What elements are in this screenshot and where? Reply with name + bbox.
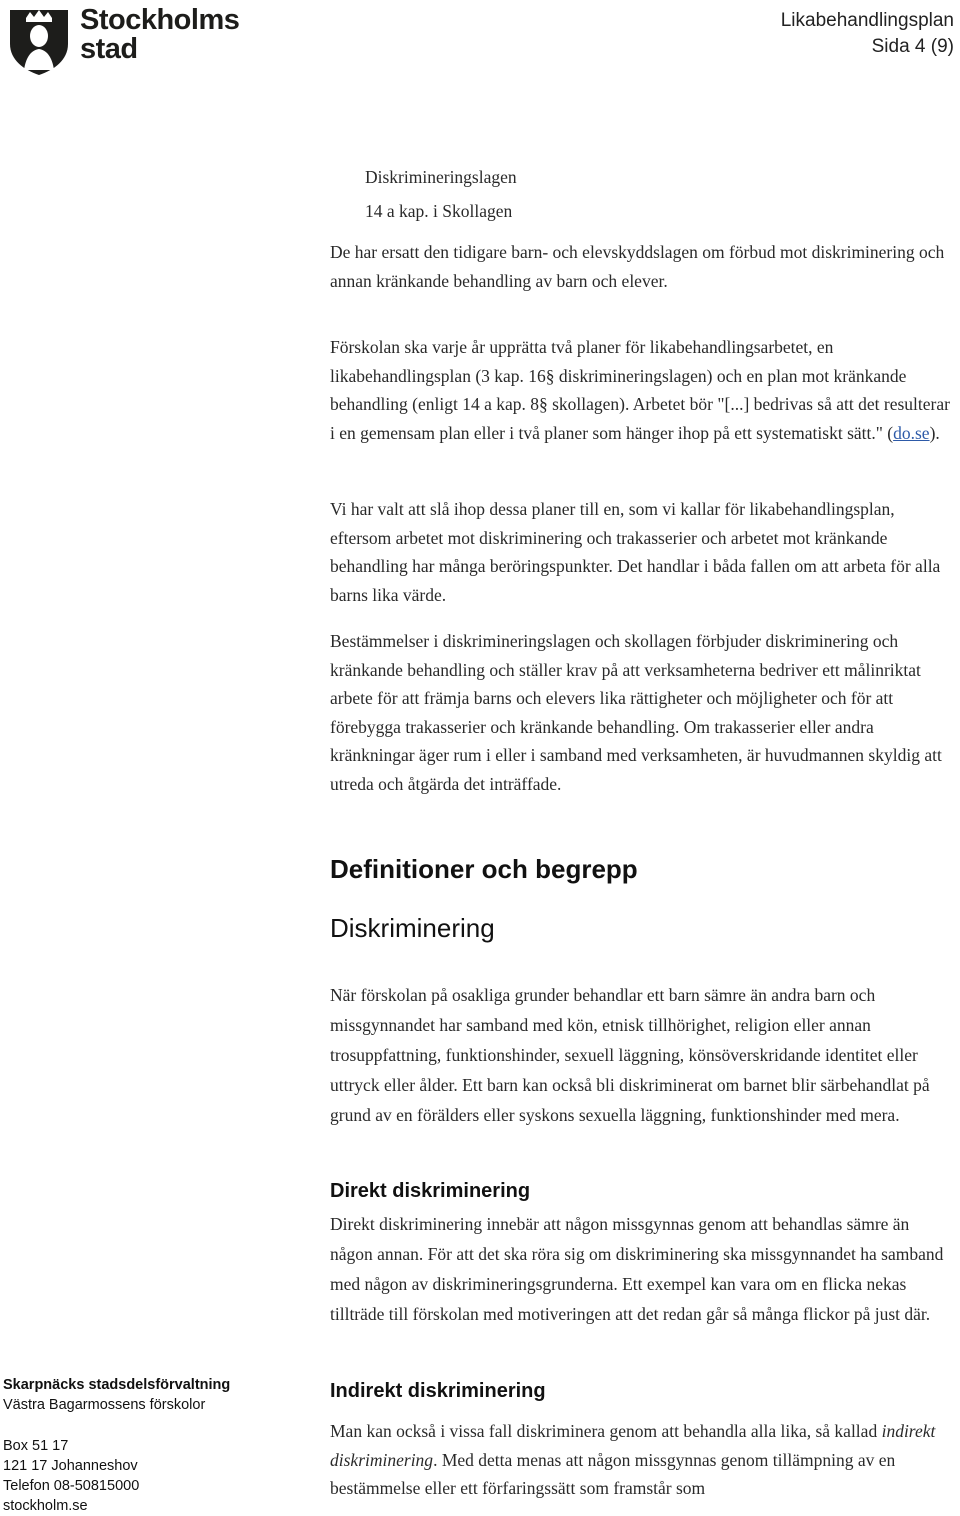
indirect-discrimination-heading: Indirekt diskriminering [330,1380,546,1402]
paragraph-3: Vi har valt att slå ihop dessa planer till en, som vi kallar för likabehandlingsplan, eftersom arbetet mot diskriminering och trakasserier och arbetet mot kränkande behandling har många beröringspunkter. Det handlar i båda fallen om att arbeta för alla barns lika värde. [330,499,941,605]
unit-name: Västra Bagarmossens förskolor [3,1397,206,1413]
page-header-info [781,8,954,60]
sender-address [3,1375,313,1516]
website: stockholm.se [3,1498,88,1514]
postal-address: 121 17 Johanneshov [3,1458,138,1474]
page-number: Sida 4 (9) [871,36,954,57]
organization-name: Skarpnäcks stadsdelsförvaltning [3,1377,231,1393]
paragraph-4: Bestämmelser i diskrimineringslagen och skollagen förbjuder diskriminering och kränkande behandling och ställer krav på att verksamheterna bedriver ett målinriktat arbete för att främja barns och elevers lika rättigheter och möjligheter och för att förebygga trakasserier och kränkande behandling. Om trakasserier eller andra kränkningar äger rum i eller i samband med verksamheten, är huvudmannen skyldig att utreda och åtgärda det inträffade. [330,631,942,794]
intro-line-2: 14 a kap. i Skollagen [365,201,513,221]
paragraph-2: Förskolan ska varje år upprätta två planer för likabehandlingsarbetet, en likabehandlingsplan (3 kap. 16§ diskrimineringslagen) och en plan mot kränkande behandling (enligt 14 a kap. 8§ skollagen). Arbetet bör "[...] bedrivas så att det resulterar i en gemensam plan eller i två planer som hänger ihop på ett systematiskt sätt." (do.se). [330,337,950,443]
paragraph-1: De har ersatt den tidigare barn- och elevskyddslagen om förbud mot diskriminering och annan kränkande behandling av barn och elever. [330,242,945,291]
diskriminering-text: När förskolan på osakliga grunder behandlar ett barn sämre än andra barn och missgynnandet har samband med kön, etnisk tillhörighet, religion eller annan trosuppfattning, funktionshinder, sexuell läggning, könsöverskridande identitet eller uttryck eller ålder. Ett barn kan också bli diskriminerat om barnet blir särbehandlat på grund av en förälders eller syskons sexuella läggning, funktionshinder med mera. [330,985,930,1125]
section-heading: Definitioner och begrepp [330,854,638,884]
indirect-discrimination-text: Man kan också i vissa fall diskriminera genom att behandla alla lika, så kallad indirekt diskriminering. Med detta menas att någon missgynnas genom tillämpning av en bestämmelse eller ett förfaringssätt som framstår som [330,1421,936,1498]
stockholms-stad-logo [6,4,246,74]
section-sign-icon: § [545,365,555,386]
intro-line-1: Diskrimineringslagen [365,167,517,187]
direct-discrimination-text: Direkt diskriminering innebär att någon missgynnas genom att behandlas sämre än någon annan. För att det ska röra sig om diskriminering ska missgynnandet ha samband med någon av diskrimineringsgrunderna. Ett exempel kan vara om en flicka nekas tillträde till förskolan med motiveringen att det redan går så många flickor på just där. [330,1214,944,1324]
section-sign-icon: § [538,394,548,414]
postal-box: Box 51 17 [3,1438,69,1454]
document-title: Likabehandlingsplan [780,10,954,31]
phone-number: Telefon 08-50815000 [3,1478,140,1494]
logo-wordmark: Stockholms stad [80,4,240,65]
subheading-diskriminering: Diskriminering [330,913,495,943]
do-se-link[interactable]: do.se [893,422,930,443]
crest-icon [6,4,72,76]
direct-discrimination-heading: Direkt diskriminering [330,1180,531,1202]
